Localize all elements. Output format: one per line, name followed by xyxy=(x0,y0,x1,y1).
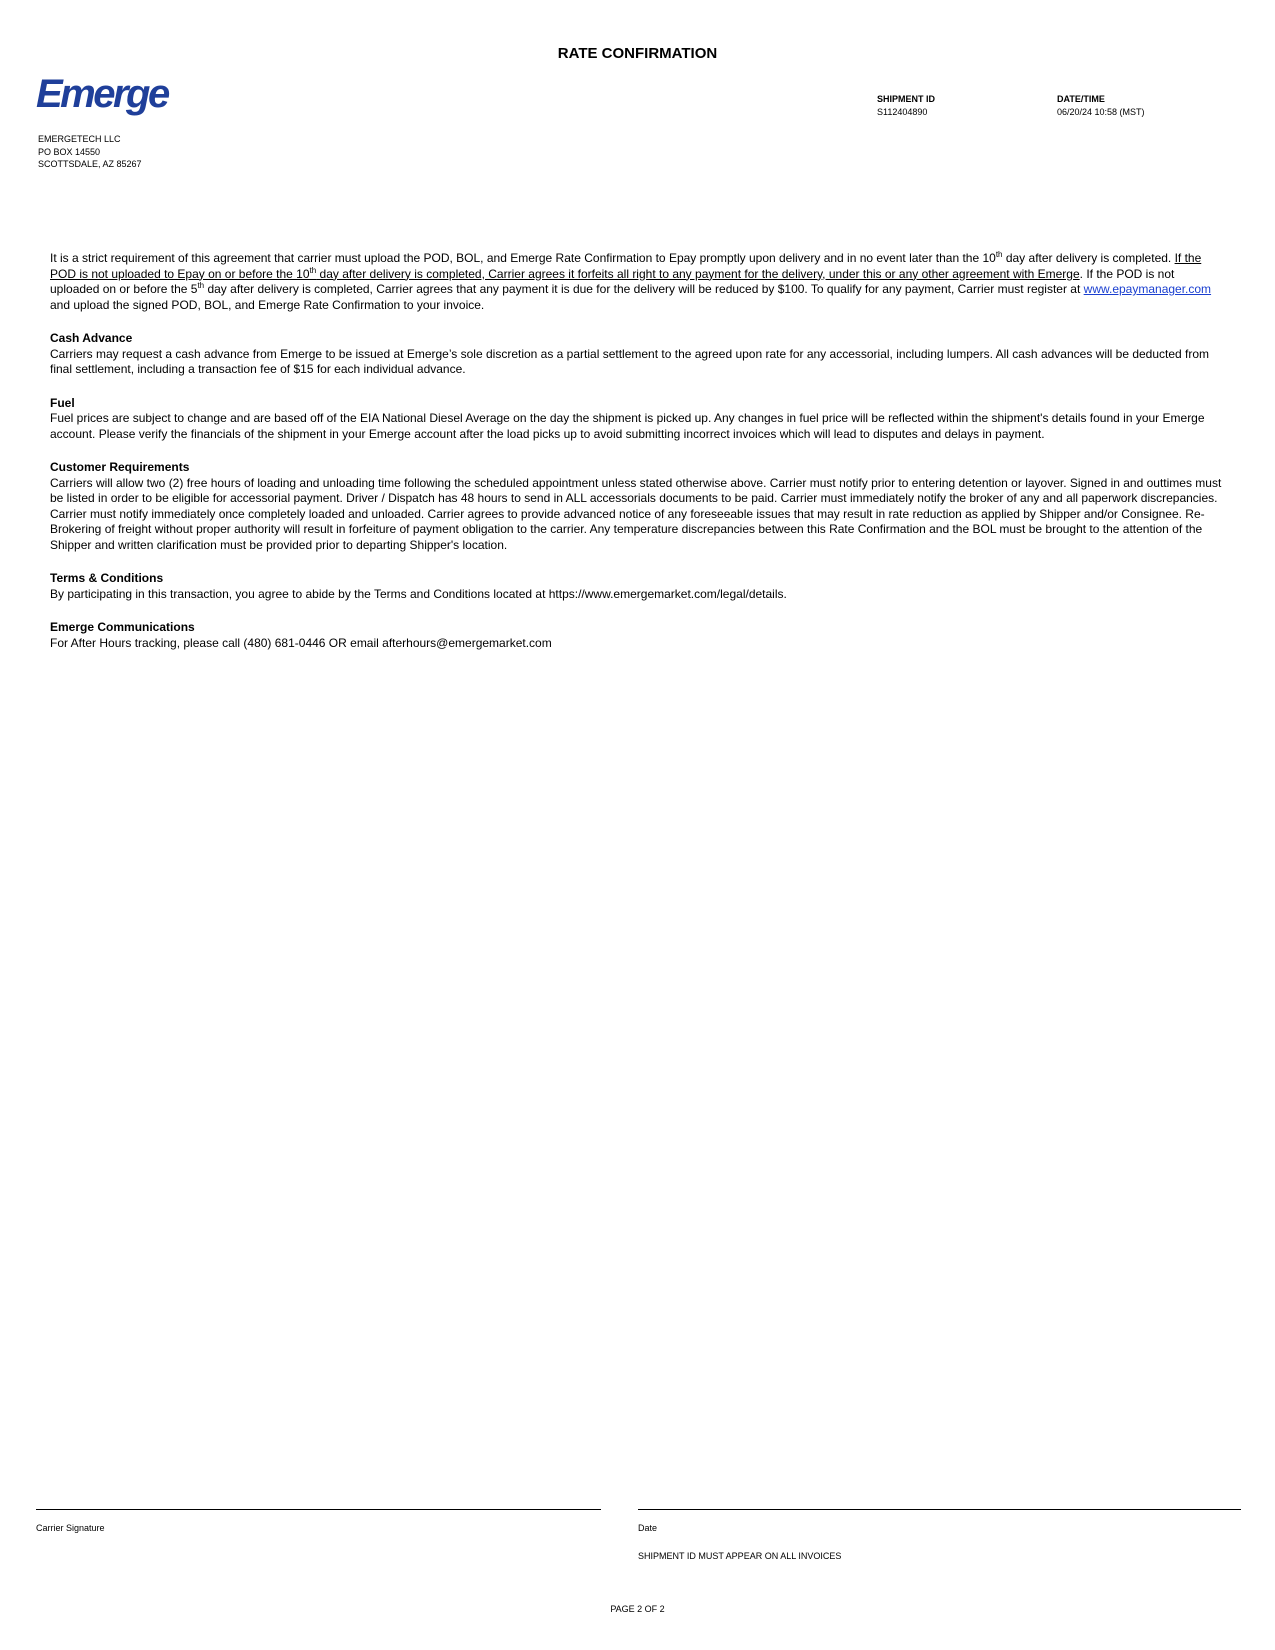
ordinal-suffix: th xyxy=(995,250,1003,259)
intro-paragraph xyxy=(50,251,1225,313)
carrier-signature-label: Carrier Signature xyxy=(36,1523,105,1533)
section-heading: Terms & Conditions xyxy=(50,571,164,585)
datetime-value: 06/20/24 10:58 (MST) xyxy=(1057,106,1145,117)
section-text: By participating in this transaction, you agree to abide by the Terms and Conditions located at https://www.emergemarket.com/legal/details. xyxy=(50,586,787,601)
epaymanager-link[interactable]: www.epaymanager.com xyxy=(1083,282,1212,296)
shipment-id-block xyxy=(877,93,935,118)
address-line: EMERGETECH LLC xyxy=(38,134,121,144)
intro-text: It is a strict requirement of this agreement that carrier must upload the POD, BOL, and Emerge Rate Confirmation to Epay promptly upon delivery and in no event later than the 10 xyxy=(50,251,996,265)
section-text: Carriers will allow two (2) free hours of loading and unloading time following the scheduled appointment unless stated otherwise above. Carrier must notify prior to entering detention or layover. Signed in and outtimes must be listed in order to be eligible for accessorial payment. Driver / Dispatch has 48 hours to send in ALL accessorials documents to be paid. Carrier must immediately notify the broker of any and all paperwork discrepancies. Carrier must notify immediately once completely loaded and unloaded. Carrier agrees to provide advanced notice of any foreseeable issues that may result in rate reduction as applied by Shipper and/or Consignee. Re-Brokering of freight without proper authority will result in forfeiture of payment obligation to the carrier. Any temperature discrepancies between this Rate Confirmation and the BOL must be brought to the attention of the Shipper and written clarification must be provided prior to departing Shipper's location. xyxy=(50,475,1222,552)
section-heading: Cash Advance xyxy=(50,331,133,345)
page-title: RATE CONFIRMATION xyxy=(557,45,718,62)
intro-text: and upload the signed POD, BOL, and Emerge Rate Confirmation to your invoice. xyxy=(50,297,485,312)
forfeit-text: If the POD is not uploaded to Epay on or before the 10 xyxy=(50,251,1202,281)
date-label: Date xyxy=(638,1523,658,1533)
forfeit-text: day after delivery is completed, Carrier agrees it forfeits all right to any payment for the delivery, under this or any other agreement with Emerge xyxy=(316,266,1080,281)
company-address xyxy=(38,133,142,171)
intro-text: day after delivery is completed, Carrier agrees that any payment it is due for the delivery will be reduced by $100. To qualify for any payment, Carrier must register at xyxy=(204,282,1084,296)
shipment-id-value: S112404890 xyxy=(877,106,928,117)
section-fuel xyxy=(50,396,1225,443)
shipment-id-label: SHIPMENT ID xyxy=(877,94,936,104)
emerge-logo: Emerge xyxy=(36,72,168,116)
section-cash-advance xyxy=(50,331,1225,378)
carrier-signature-line[interactable] xyxy=(36,1509,601,1510)
address-line: PO BOX 14550 xyxy=(38,146,101,157)
terms-body xyxy=(50,251,1225,651)
intro-text: day after delivery is completed. xyxy=(1002,251,1175,265)
ordinal-suffix: th xyxy=(309,265,317,275)
section-text: Carriers may request a cash advance from Emerge to be issued at Emerge’s sole discretion as a partial settlement to the agreed upon rate for any accessorial, including lumpers. All cash advances will be deducted from final settlement, including a transaction fee of $15 for each individual advance. xyxy=(50,346,1210,376)
section-text: Fuel prices are subject to change and are based off of the EIA National Diesel Average on the day the shipment is picked up. Any changes in fuel price will be reflected within the shipment's details found in your Emerge account. Please verify the financials of the shipment in your Emerge account after the load picks up to avoid submitting incorrect invoices which will lead to disputes and delays in payment. xyxy=(50,411,1205,441)
section-terms-conditions xyxy=(50,571,1225,602)
section-heading: Emerge Communications xyxy=(50,620,195,634)
section-emerge-communications xyxy=(50,620,1225,651)
ordinal-suffix: th xyxy=(197,281,205,290)
date-signature-line[interactable] xyxy=(638,1509,1241,1510)
intro-text: . If the POD is not uploaded on or before the 5 xyxy=(50,266,1175,296)
section-heading: Fuel xyxy=(50,395,75,410)
address-line: SCOTTSDALE, AZ 85267 xyxy=(38,159,142,169)
section-customer-requirements xyxy=(50,460,1225,553)
section-text: For After Hours tracking, please call (480) 681-0446 OR email afterhours@emergemarket.com xyxy=(50,635,552,650)
page-number: PAGE 2 OF 2 xyxy=(610,1604,665,1614)
section-heading: Customer Requirements xyxy=(50,460,190,474)
datetime-block xyxy=(1057,93,1145,118)
invoice-notice: SHIPMENT ID MUST APPEAR ON ALL INVOICES xyxy=(638,1551,842,1561)
datetime-label: DATE/TIME xyxy=(1057,94,1105,104)
